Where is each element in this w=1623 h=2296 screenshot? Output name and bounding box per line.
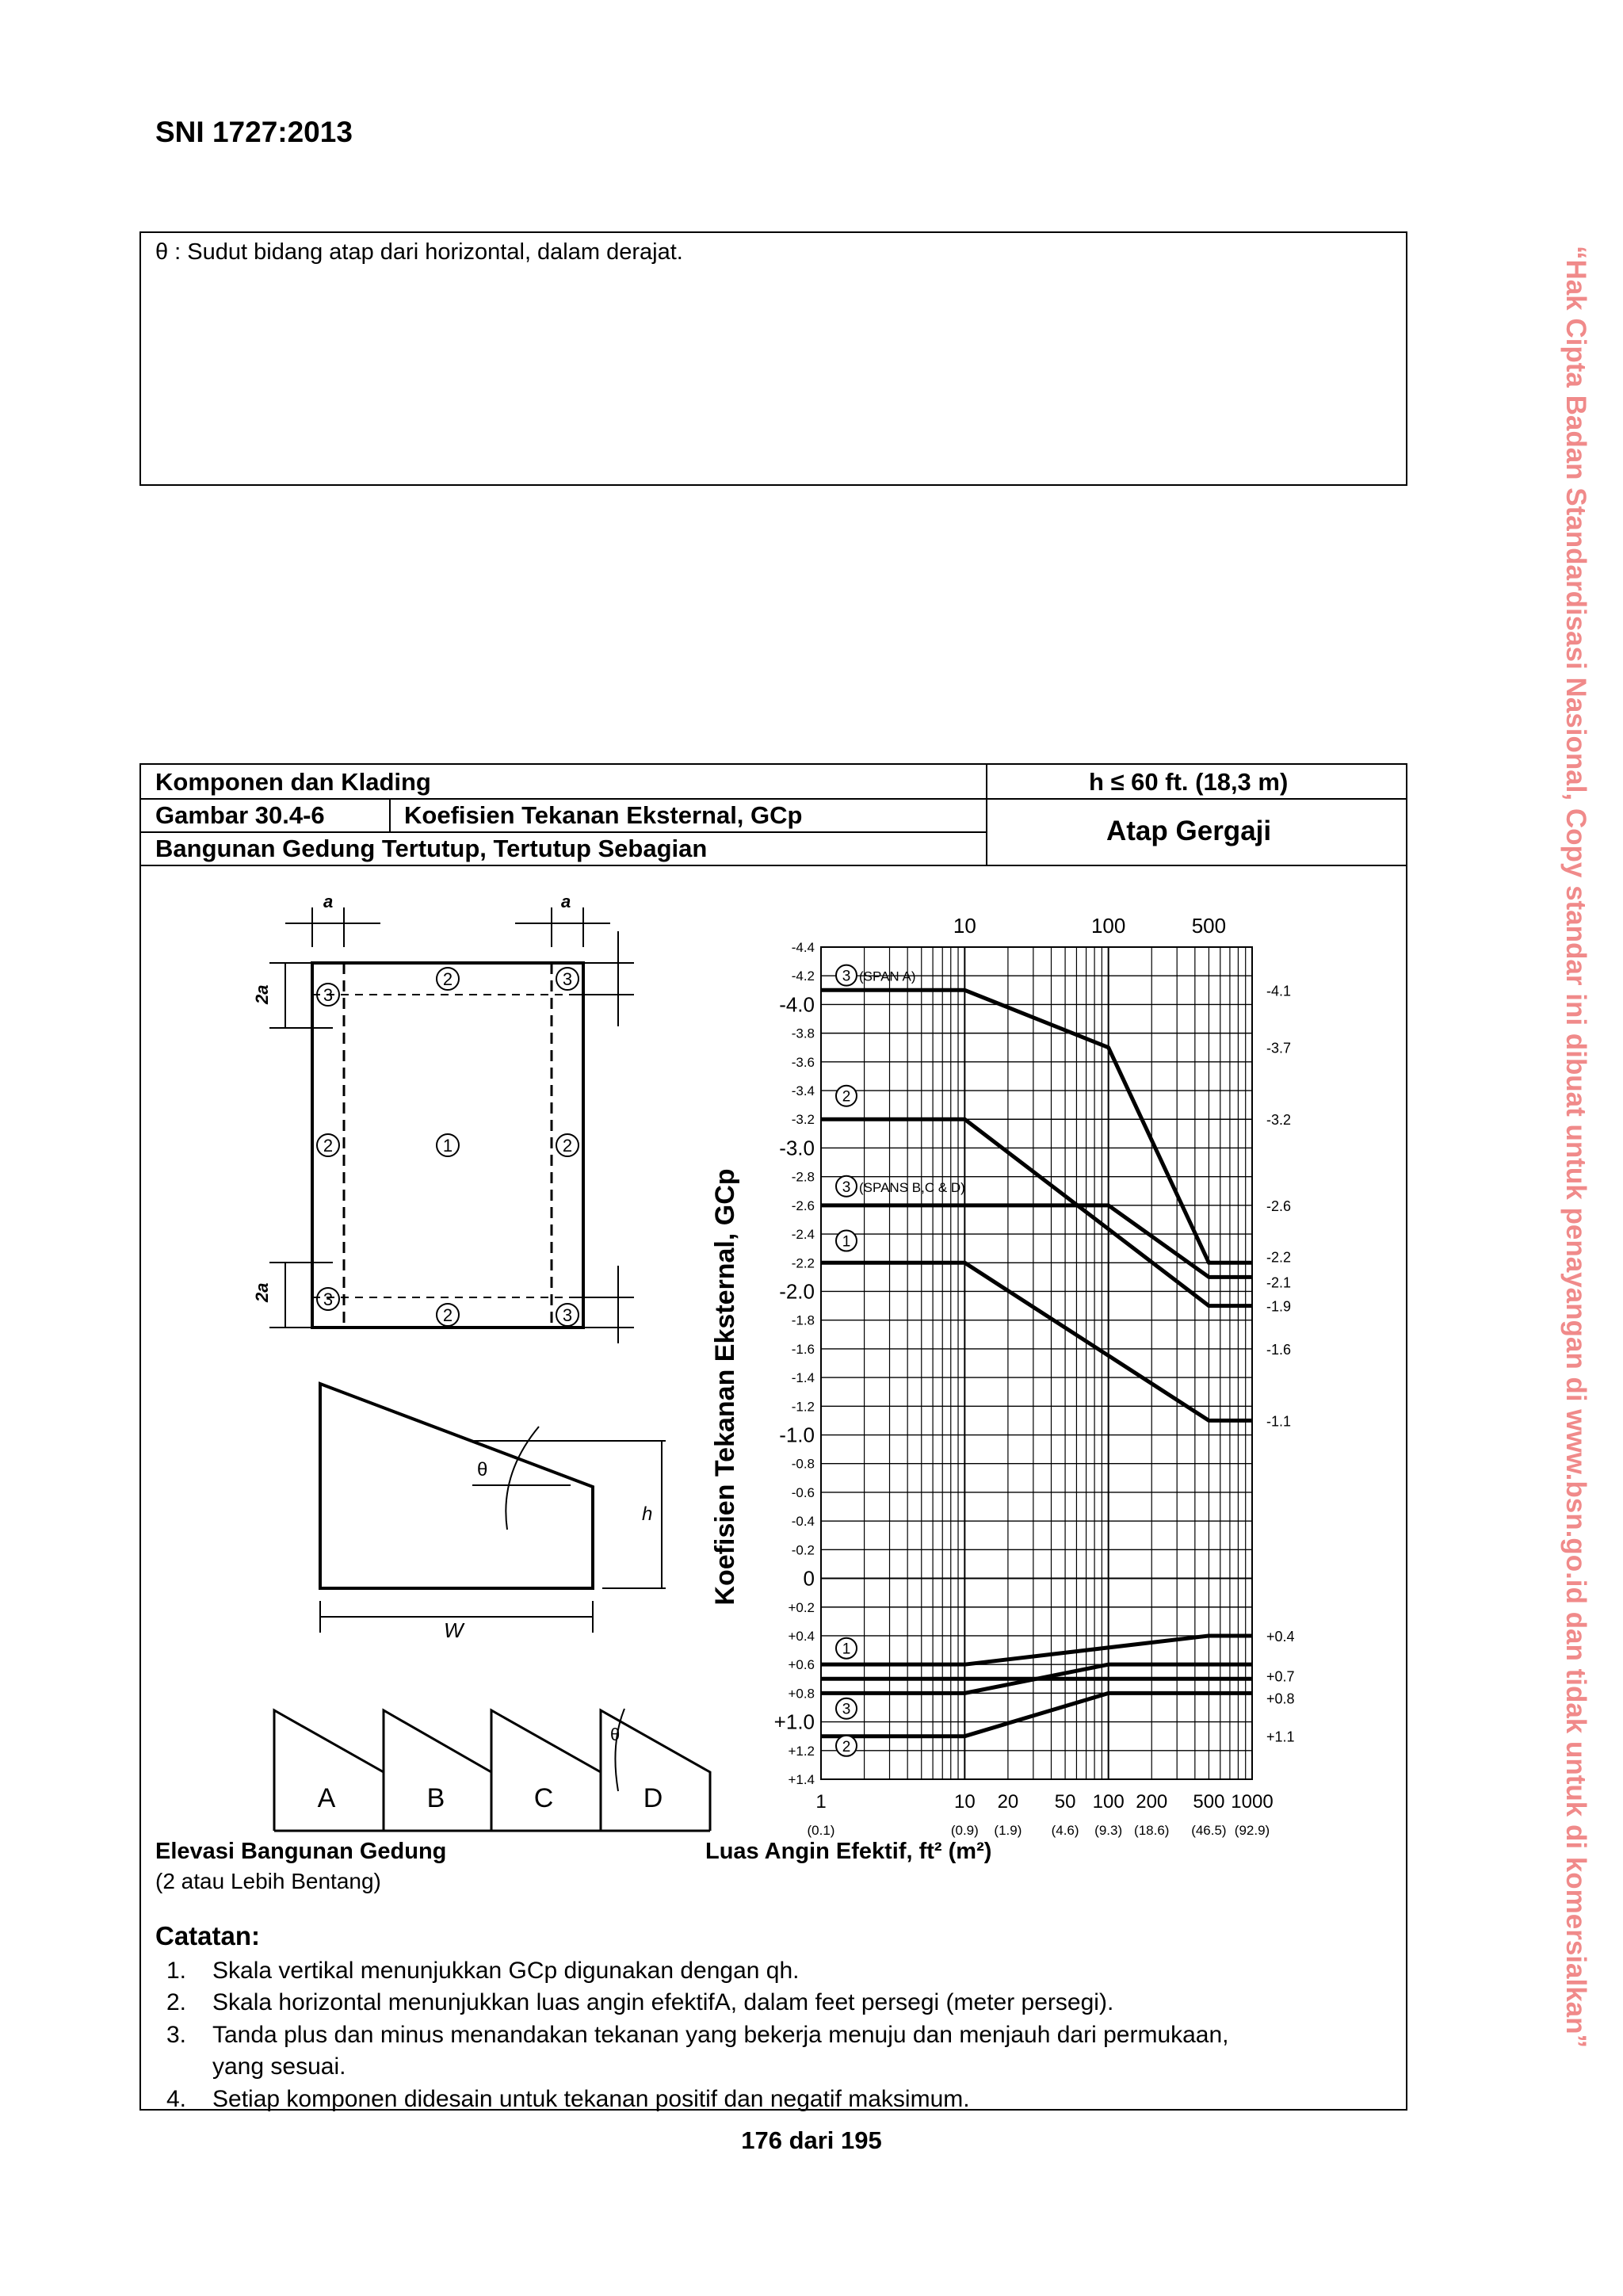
y-tick-label: +1.4 [788,1772,815,1787]
y-tick-label: -2.4 [791,1227,815,1243]
zone-2-label: 2 [562,1136,573,1156]
note-text: Setiap komponen didesain untuk tekanan positif dan negatif maksimum. [212,2086,970,2112]
note-number: 2. [166,1989,187,2015]
zone-marker-label: 1 [842,1233,851,1251]
y-tick-label: -3.8 [791,1026,815,1041]
chart-series-group [821,965,1252,1756]
y-tick-label: -0.4 [791,1514,815,1530]
note-text: Skala horizontal menunjukkan luas angin efektifA, dalam feet persegi (meter persegi). [212,1989,1114,2015]
zone-3-label: 3 [323,985,334,1005]
x-tick-label: 1 [815,1791,827,1813]
dim-2a-label: 2a [252,1282,272,1302]
end-value-label: +0.4 [1266,1628,1295,1645]
zone-marker-label: 3 [842,968,851,985]
note-number: 4. [166,2086,187,2112]
chart-x-tick-labels [808,914,1274,1838]
definition-box [139,231,1407,486]
series-line [821,990,1252,1263]
end-value-label: +0.8 [1266,1690,1295,1707]
document-header: SNI 1727:2013 [155,116,353,148]
header-divider [141,798,1406,800]
y-tick-label: -1.2 [791,1399,815,1415]
caption-elevation-sub: (2 atau Lebih Bentang) [155,1869,381,1893]
note-item [166,2053,346,2080]
x-tick-label-top: 100 [1090,914,1126,938]
x-tick-label: 100 [1092,1791,1125,1813]
zone-3-label: 3 [562,969,573,989]
series-line [821,1263,1252,1420]
building-type: Bangunan Gedung Tertutup, Tertutup Sebagian [155,835,708,862]
chart-y-tick-labels [774,940,815,1787]
header-divider [141,831,986,833]
y-tick-label: -2.8 [791,1169,815,1185]
x-tick-label-metric: (46.5) [1191,1823,1227,1838]
zone-3-label: 3 [323,1289,334,1309]
theta-label: θ [477,1459,488,1480]
x-tick-label-metric: (0.9) [950,1823,979,1838]
x-tick-label-top: 500 [1191,914,1227,938]
y-tick-label: -1.8 [791,1312,815,1328]
roof-type: Atap Gergaji [1106,816,1272,846]
end-value-label: -3.7 [1266,1040,1292,1056]
zone-marker-label: 2 [842,1088,851,1106]
end-value-label: -3.2 [1266,1112,1292,1129]
note-item [166,2086,970,2113]
note-number: 1. [166,1958,187,1984]
y-tick-label: -1.6 [791,1341,815,1357]
zone-marker-label: 1 [842,1641,851,1658]
caption-area: Luas Angin Efektif, ft² (m²) [705,1839,992,1864]
series-line [821,1636,1252,1664]
zone-3-label: 3 [562,1305,573,1325]
end-value-label: -1.6 [1266,1341,1292,1358]
header-divider [141,865,1406,866]
y-tick-label: +0.6 [788,1657,815,1673]
height-label: h [642,1503,653,1525]
x-tick-label: 500 [1193,1791,1225,1813]
y-tick-label: +0.4 [788,1628,815,1644]
zone-2-label: 2 [442,1305,453,1325]
note-text: Tanda plus dan minus menandakan tekanan yang bekerja menuju dan menjauh dari permukaan, [212,2022,1229,2048]
y-tick-label: -4.4 [791,940,815,955]
x-tick-label-metric: (1.9) [994,1823,1022,1838]
x-tick-label-top: 10 [953,914,976,938]
end-value-label: -4.1 [1266,983,1292,999]
watermark [1560,176,1591,2118]
end-value-label: -1.1 [1266,1413,1292,1430]
span-c-label: C [533,1783,554,1813]
header-divider [986,765,987,865]
section-diagram [301,1371,682,1656]
chart-y-axis-title: Koefisien Tekanan Eksternal, GCp [710,1168,740,1606]
x-tick-label: 1000 [1231,1791,1274,1813]
page-footer: 176 dari 195 [741,2126,882,2154]
gcp-chart [705,904,1308,1839]
series-annotation: (SPANS B,C & D) [859,1179,965,1195]
dim-a-label: a [561,892,571,911]
series-annotation: (SPAN A) [859,968,916,984]
x-tick-label: 50 [1054,1791,1076,1813]
y-tick-label: -4.0 [779,992,815,1017]
y-tick-label: -3.6 [791,1054,815,1070]
note-text: Skala vertikal menunjukkan GCp digunakan dengan qh. [212,1958,800,1984]
y-tick-label: -3.2 [791,1112,815,1128]
end-value-label: -1.9 [1266,1298,1292,1315]
zone-marker-label: 3 [842,1179,851,1196]
elevation-diagram [269,1696,729,1839]
y-tick-label: -2.6 [791,1198,815,1213]
y-tick-label: -2.0 [779,1279,815,1304]
span-a-label: A [317,1783,336,1813]
height-limit-label: h ≤ 60 ft. (18,3 m) [1089,768,1289,796]
zone-2-label: 2 [442,969,453,989]
end-value-label: +0.7 [1266,1668,1295,1685]
x-tick-label: 200 [1136,1791,1168,1813]
end-value-label: -2.2 [1266,1249,1292,1266]
x-tick-label-metric: (9.3) [1094,1823,1123,1838]
zone-1-label: 1 [442,1136,453,1156]
span-b-label: B [426,1783,445,1813]
end-value-label: +1.1 [1266,1729,1295,1745]
y-tick-label: -0.2 [791,1542,815,1558]
note-item [166,1989,1113,2016]
y-tick-label: +0.2 [788,1599,815,1615]
header-divider [389,798,391,831]
span-d-label: D [643,1783,663,1813]
y-tick-label: 0 [803,1566,815,1591]
note-text: yang sesuai. [212,2053,346,2080]
category-label: Komponen dan Klading [155,768,431,796]
zone-2-label: 2 [323,1136,334,1156]
zone-marker-label: 3 [842,1701,851,1718]
theta-label: θ [610,1725,621,1744]
figure-number: Gambar 30.4-6 [155,801,325,829]
zone-marker-label: 2 [842,1738,851,1755]
figure-title: Koefisien Tekanan Eksternal, GCp [404,801,803,829]
y-tick-label: -3.0 [779,1136,815,1160]
watermark-text: “Hak Cipta Badan Standardisasi Nasional, Copy standar ini dibuat untuk penayangan di www.bsn.go.id dan tidak untuk di komersialkan” [1560,245,1591,2049]
width-label: W [444,1618,464,1642]
end-value-label: -2.1 [1266,1274,1292,1291]
chart-end-labels [1266,983,1295,1744]
theta-definition: θ : Sudut bidang atap dari horizontal, dalam derajat. [155,239,683,265]
y-tick-label: -0.8 [791,1456,815,1472]
note-number: 3. [166,2022,187,2048]
y-tick-label: -1.4 [791,1370,815,1386]
y-tick-label: -3.4 [791,1083,815,1099]
x-tick-label-metric: (4.6) [1051,1823,1079,1838]
y-tick-label: +1.0 [773,1710,815,1734]
x-tick-label: 20 [997,1791,1019,1813]
y-tick-label: +0.8 [788,1686,815,1702]
caption-elevation: Elevasi Bangunan Gedung [155,1839,447,1864]
note-item [166,2022,1229,2049]
dim-a-label: a [323,892,334,911]
plan-diagram [238,892,650,1343]
y-tick-label: -1.0 [779,1423,815,1447]
note-item [166,1958,799,1985]
x-tick-label: 10 [953,1791,976,1813]
notes-title: Catatan: [155,1921,261,1950]
y-tick-label: -4.2 [791,968,815,984]
x-tick-label-metric: (92.9) [1234,1823,1270,1838]
series-line [821,1693,1252,1736]
x-tick-label-metric: (18.6) [1134,1823,1170,1838]
end-value-label: -2.6 [1266,1198,1292,1214]
y-tick-label: -2.2 [791,1255,815,1271]
x-tick-label-metric: (0.1) [807,1823,835,1838]
y-tick-label: -0.6 [791,1484,815,1500]
y-tick-label: +1.2 [788,1743,815,1759]
dim-2a-label: 2a [252,984,272,1004]
